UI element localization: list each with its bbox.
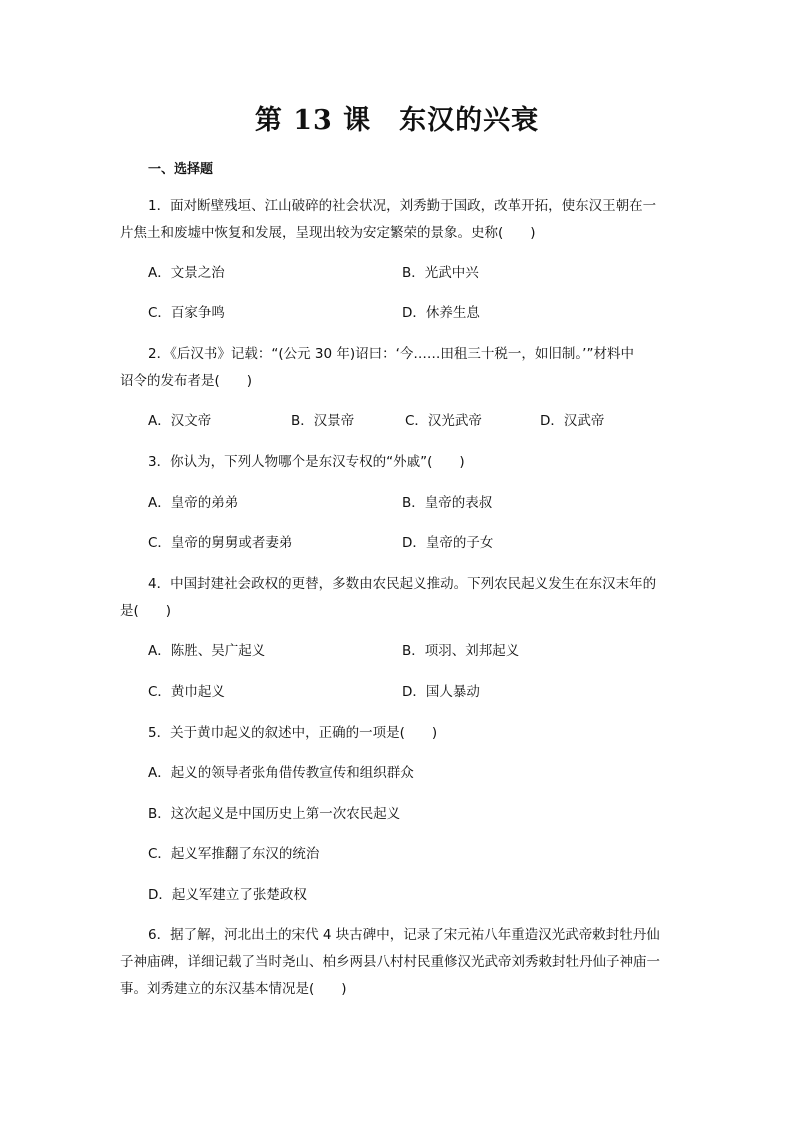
question-5-option-d: D．起义军建立了张楚政权 <box>148 887 307 903</box>
question-6-line-3: 事。刘秀建立的东汉基本情况是( ) <box>120 981 347 997</box>
question-1-option-c: C．百家争鸣 <box>148 305 225 321</box>
question-4-option-d: D．国人暴动 <box>402 684 480 700</box>
question-5-line-1: 5．关于黄巾起义的叙述中，正确的一项是( ) <box>148 725 438 741</box>
question-3-option-c: C．皇帝的舅舅或者妻弟 <box>148 535 293 551</box>
question-4-option-a: A．陈胜、吴广起义 <box>148 643 266 659</box>
question-2-option-c: C．汉光武帝 <box>405 413 482 429</box>
question-4-option-c: C．黄巾起义 <box>148 684 225 700</box>
question-4-option-b: B．项羽、刘邦起义 <box>402 643 520 659</box>
question-5-option-b: B．这次起义是中国历史上第一次农民起义 <box>148 806 401 822</box>
question-2-option-b: B．汉景帝 <box>291 413 355 429</box>
question-4-line-2: 是( ) <box>120 603 172 619</box>
question-6-line-1: 6．据了解，河北出土的宋代 4 块古碑中，记录了宋元祐八年重造汉光武帝敕封牡丹仙 <box>148 927 660 943</box>
question-2-option-d: D．汉武帝 <box>540 413 605 429</box>
question-6-line-2: 子神庙碑，详细记载了当时尧山、柏乡两县八村村民重修汉光武帝刘秀敕封牡丹仙子神庙一 <box>120 954 660 970</box>
question-3-line-1: 3．你认为，下列人物哪个是东汉专权的“外戚”( ) <box>148 454 465 470</box>
question-2-line-2: 诏令的发布者是( ) <box>120 373 253 389</box>
question-1-line-2: 片焦土和废墟中恢复和发展，呈现出较为安定繁荣的景象。史称( ) <box>120 225 536 241</box>
question-3-option-a: A．皇帝的弟弟 <box>148 495 239 511</box>
question-1-option-a: A．文景之治 <box>148 265 225 281</box>
question-1-option-b: B．光武中兴 <box>402 265 479 281</box>
question-4-line-1: 4．中国封建社会政权的更替，多数由农民起义推动。下列农民起义发生在东汉末年的 <box>148 576 657 592</box>
page-title: 第 13 课 东汉的兴衰 <box>254 105 540 136</box>
question-2-option-a: A．汉文帝 <box>148 413 212 429</box>
question-2-line-1: 2．《后汉书》记载：“(公元 30 年)诏曰：‘今……田租三十税一，如旧制。’”材料中 <box>148 346 634 362</box>
question-1-line-1: 1．面对断壁残垣、江山破碎的社会状况，刘秀勤于国政，改革开拓，使东汉王朝在一 <box>148 198 657 214</box>
question-1-option-d: D．休养生息 <box>402 305 480 321</box>
question-5-option-a: A．起义的领导者张角借传教宣传和组织群众 <box>148 765 414 781</box>
question-5-option-c: C．起义军推翻了东汉的统治 <box>148 846 320 862</box>
question-3-option-b: B．皇帝的表叔 <box>402 495 493 511</box>
question-3-option-d: D．皇帝的子女 <box>402 535 494 551</box>
section-heading: 一、选择题 <box>148 162 214 177</box>
